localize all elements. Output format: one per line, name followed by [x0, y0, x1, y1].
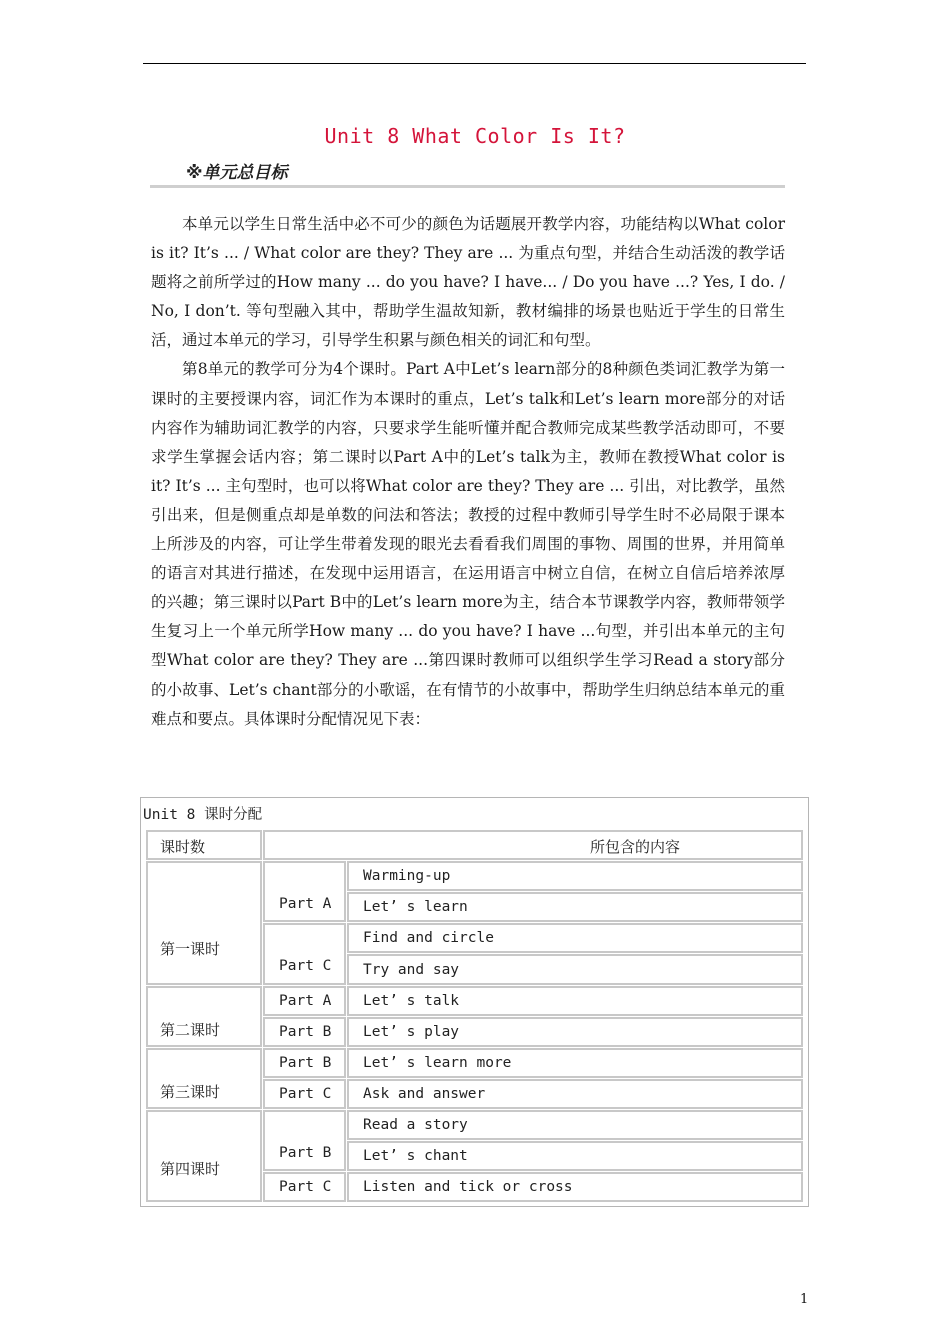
part-cell — [263, 1110, 346, 1171]
lesson-allocation-table — [140, 797, 809, 1207]
part-label: Part A — [279, 993, 332, 1009]
content-label: Find and circle — [363, 930, 494, 946]
content-label: Listen and tick or cross — [363, 1179, 573, 1195]
content-cell — [347, 1141, 803, 1171]
content-cell — [347, 923, 803, 953]
section-heading: ※单元总目标 — [186, 163, 288, 183]
part-cell — [263, 1017, 346, 1047]
part-label: Part C — [279, 1179, 332, 1195]
header-lessons: 课时数 — [160, 838, 206, 856]
part-label: Part B — [279, 1145, 332, 1161]
paragraph: 第8单元的教学可分为4个课时。Part A中Let’s learn部分的8种颜色类词汇教学为第一课时的主要授课内容，词汇作为本课时的重点，Let’s talk和Let’s learn more部分的对话内容作为辅助词汇教学的内容，只要求学生能听懂并配合教师完成某些教学活动即可，不要求学生掌握会话内容；第二课时以Part A中的Let’s talk为主，教师在教授What color is it? It’s ... 主句型时，也可以将What color are they? They are ... 引出，对比教学，虽然引出来，但是侧重点却是单数的问法和答法；教授的过程中教师引导学生时不必局限于课本上所涉及的内容，可让学生带着发现的眼光去看看我们周围的事物、周围的世界，并用简单的语言对其进行描述，在发现中运用语言，在运用语言中树立自信，在树立自信后培养浓厚的兴趣；第三课时以Part B中的Let’s learn more为主，结合本节课教学内容，教师带领学生复习上一个单元所学How many ... do you have? I have ...句型，并引出本单元的主句型What color are they? They are ...第四课时教师可以组织学生学习Read a story部分的小故事、Let’s chant部分的小歌谣，在有情节的小故事中，帮助学生归纳总结本单元的重难点和要点。具体课时分配情况见下表： — [151, 360, 785, 728]
part-label: Part C — [279, 1086, 332, 1102]
header-rule — [143, 63, 806, 64]
content-label: Let’ s talk — [363, 993, 460, 1009]
content-label: Let’ s chant — [363, 1148, 468, 1164]
content-label: Try and say — [363, 962, 460, 978]
content-cell — [347, 1017, 803, 1047]
section-divider — [150, 185, 785, 188]
part-label: Part A — [279, 896, 332, 912]
lesson-cell — [146, 986, 262, 1047]
content-cell — [347, 1172, 803, 1202]
header-cell — [263, 830, 803, 860]
part-cell — [263, 861, 346, 922]
part-cell — [263, 1048, 346, 1078]
content-cell — [347, 1048, 803, 1078]
part-cell — [263, 923, 346, 985]
lesson-cell — [146, 1110, 262, 1202]
content-cell — [347, 986, 803, 1016]
content-label: Let’ s play — [363, 1024, 460, 1040]
lesson-label: 第三课时 — [160, 1083, 221, 1101]
content-cell — [347, 1110, 803, 1140]
part-cell — [263, 986, 346, 1016]
paragraph: 本单元以学生日常生活中必不可少的颜色为话题展开教学内容，功能结构以What color is it? It’s ... / What color are they? They are ... 为重点句型，并结合生动活泼的教学话题将之前所学过的How many ... do you have? I have... / Do you have ...? Yes, I do. / No, I don’t. 等句型融入其中，帮助学生温故知新，教材编排的场景也贴近于学生的日常生活，通过本单元的学习，引导学生积累与颜色相关的词汇和句型。 — [151, 215, 785, 350]
part-cell — [263, 1172, 346, 1202]
header-cell — [146, 830, 262, 860]
table-caption: Unit 8 课时分配 — [143, 807, 263, 823]
content-cell — [347, 954, 803, 985]
part-cell — [263, 1079, 346, 1109]
part-label: Part B — [279, 1055, 332, 1071]
body-text — [151, 210, 785, 734]
lesson-cell — [146, 861, 262, 985]
content-cell — [347, 1079, 803, 1109]
lesson-label: 第一课时 — [160, 940, 221, 958]
lesson-cell — [146, 1048, 262, 1109]
page-number: 1 — [800, 1292, 809, 1307]
content-label: Read a story — [363, 1117, 468, 1133]
content-label: Let’ s learn more — [363, 1055, 512, 1071]
content-cell — [347, 892, 803, 922]
content-cell — [347, 861, 803, 891]
part-label: Part C — [279, 958, 332, 974]
content-label: Warming-up — [363, 868, 451, 884]
lesson-label: 第二课时 — [160, 1021, 221, 1039]
part-label: Part B — [279, 1024, 332, 1040]
content-label: Let’ s learn — [363, 899, 468, 915]
header-content: 所包含的内容 — [590, 838, 681, 856]
lesson-label: 第四课时 — [160, 1160, 221, 1178]
content-label: Ask and answer — [363, 1086, 486, 1102]
document-title: Unit 8 What Color Is It? — [324, 124, 626, 148]
